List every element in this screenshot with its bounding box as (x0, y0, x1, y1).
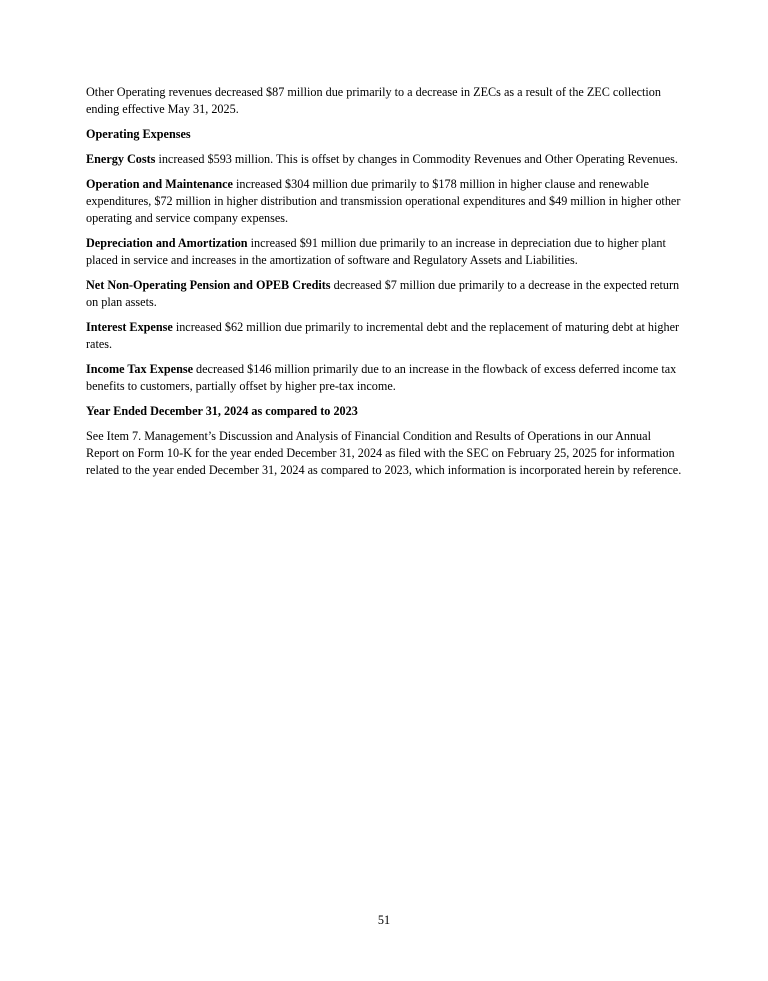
interest-expense-paragraph (86, 319, 686, 353)
document-body (86, 84, 686, 487)
energy-costs-paragraph (86, 151, 686, 168)
other-operating-revenues-paragraph: Other Operating revenues decreased $87 million due primarily to a decrease in ZECs as a result of the ZEC collection ending effective May 31, 2025. (86, 85, 661, 116)
interest-expense-text: increased $62 million due primarily to incremental debt and the replacement of maturing debt at higher rates. (86, 320, 680, 351)
income-tax-text: decreased $146 million primarily due to an increase in the flowback of excess deferred income tax benefits to customers, partially offset by higher pre-tax income. (86, 362, 677, 393)
energy-costs-term: Energy Costs (86, 152, 156, 166)
year-comparison-paragraph: See Item 7. Management’s Discussion and Analysis of Financial Condition and Results of Operations in our Annual Report on Form 10-K for the year ended December 31, 2024 as filed with the SEC on February 25, 2025 for information related to the year ended December 31, 2024 as compared to 2023, which information is incorporated herein by reference. (86, 429, 682, 477)
operation-maintenance-paragraph (86, 176, 686, 227)
depreciation-amortization-term: Depreciation and Amortization (86, 236, 248, 250)
income-tax-paragraph (86, 361, 686, 395)
pension-opeb-term: Net Non-Operating Pension and OPEB Credits (86, 278, 331, 292)
year-comparison-heading: Year Ended December 31, 2024 as compared to 2023 (86, 404, 358, 418)
page-number: 51 (377, 913, 391, 927)
pension-opeb-text: decreased $7 million due primarily to a decrease in the expected return on plan assets. (86, 278, 680, 309)
pension-opeb-paragraph (86, 277, 686, 311)
depreciation-amortization-text: increased $91 million due primarily to an increase in depreciation due to higher plant placed in service and increases in the amortization of software and Regulatory Assets and Liabilities. (86, 236, 666, 267)
interest-expense-term: Interest Expense (86, 320, 173, 334)
income-tax-term: Income Tax Expense (86, 362, 193, 376)
operation-maintenance-text: increased $304 million due primarily to $178 million in higher clause and renewable expenditures, $72 million in higher distribution and transmission operational expenditures and $49 million in higher other operating and service company expenses. (86, 177, 681, 225)
operation-maintenance-term: Operation and Maintenance (86, 177, 233, 191)
energy-costs-text: increased $593 million. This is offset by changes in Commodity Revenues and Other Operating Revenues. (155, 152, 678, 166)
depreciation-amortization-paragraph (86, 235, 686, 269)
operating-expenses-heading: Operating Expenses (86, 127, 191, 141)
